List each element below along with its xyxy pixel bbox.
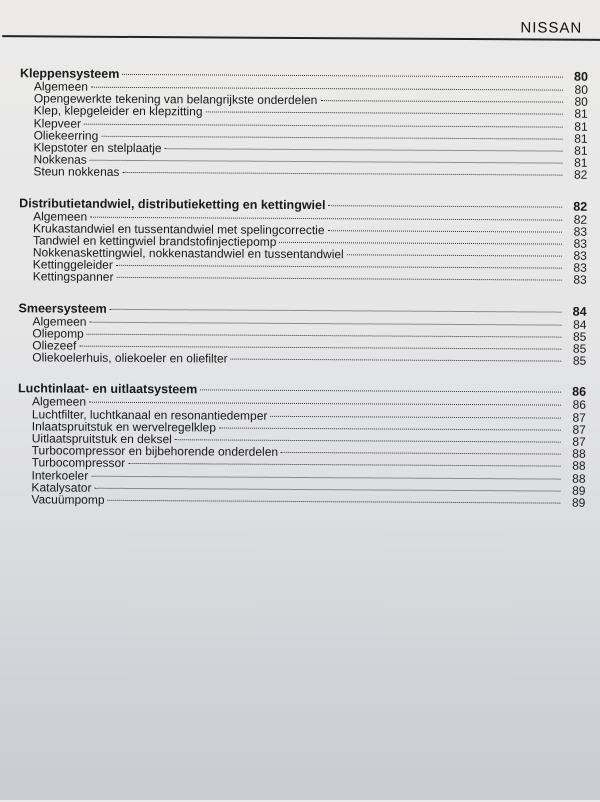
entry-page: 88 [572, 471, 586, 486]
entry-label: Opengewerkte tekening van belangrijkste onderdelen [33, 91, 318, 108]
entry-label: Algemeen [31, 394, 87, 410]
entry-label: Steun nokkenas [33, 164, 120, 180]
entry-page: 83 [573, 248, 587, 263]
entry-page: 81 [574, 143, 588, 158]
dot-leader [200, 390, 561, 393]
dot-leader [281, 452, 561, 455]
dot-leader [91, 475, 560, 479]
dot-leader [328, 230, 563, 232]
toc-section [17, 382, 586, 509]
entry-label: Klepstoter en stelplaatje [33, 140, 162, 156]
entry-label: Interkoeler [31, 467, 89, 483]
section-title: Distributietandwiel, distributieketting en kettingwiel [19, 195, 326, 212]
entry-label: Algemeen [32, 313, 87, 329]
dot-leader [320, 100, 562, 102]
dot-leader [328, 205, 562, 207]
entry-page: 86 [572, 398, 587, 413]
section-page: 86 [572, 385, 587, 400]
dot-leader [91, 87, 563, 91]
entry-label: Klepveer [33, 115, 82, 131]
dot-leader [84, 123, 563, 127]
entry-page: 81 [574, 131, 588, 146]
entry-label: Nokkenaskettingwiel, nokkenastandwiel en tussentandwiel [32, 245, 344, 262]
entry-label: Kettingspanner [32, 269, 114, 285]
entry-page: 81 [574, 119, 588, 134]
entry-label: Tandwiel en kettingwiel brandstofinjectiepomp [32, 233, 277, 249]
toc-section [19, 196, 588, 287]
entry-label: Inlaatspruitstuk en wervelregelklep [31, 419, 216, 435]
dot-leader [108, 500, 561, 504]
entry-page: 83 [573, 273, 587, 288]
dot-leader [116, 265, 562, 269]
toc-entry[interactable] [19, 271, 587, 287]
entry-page: 88 [572, 458, 586, 474]
dot-leader [116, 277, 561, 281]
toc-section [18, 301, 586, 367]
entry-label: Luchtfilter, luchtkanaal en resonantiedemper [31, 406, 268, 423]
dot-leader [206, 112, 563, 115]
entry-page: 81 [574, 155, 588, 170]
entry-page: 85 [572, 341, 587, 356]
entry-page: 83 [573, 224, 588, 239]
entry-label: Kettinggeleider [32, 257, 113, 273]
entry-page: 87 [572, 422, 586, 437]
dot-leader [175, 439, 561, 442]
dot-leader [231, 359, 562, 362]
dot-leader [90, 160, 563, 164]
entry-label: Vacuümpomp [31, 492, 105, 507]
section-title: Kleppensysteem [19, 66, 120, 81]
entry-label: Turbocompressor en bijbehorende onderdelen [31, 443, 279, 459]
entry-label: Katalysator [31, 480, 92, 495]
dot-leader [110, 308, 562, 312]
entry-page: 85 [572, 353, 587, 368]
entry-label: Nokkenas [33, 152, 87, 167]
entry-page: 84 [573, 317, 587, 332]
entry-label: Uitlaatspruitstuk en deksel [31, 431, 172, 447]
dot-leader [347, 254, 562, 256]
toc-entry[interactable] [18, 351, 586, 367]
entry-page: 82 [573, 167, 588, 183]
toc-entry[interactable] [19, 166, 587, 182]
entry-page: 83 [573, 260, 587, 275]
entry-label: Oliepomp [32, 326, 84, 341]
dot-leader [79, 346, 561, 350]
entry-label: Oliekeerring [33, 128, 99, 143]
dot-leader [219, 427, 561, 430]
section-page: 82 [573, 199, 588, 214]
section-title: Luchtinlaat- en uitlaatsysteem [18, 381, 198, 397]
dot-leader [89, 402, 561, 406]
dot-leader [90, 321, 562, 325]
entry-page: 85 [572, 329, 587, 344]
entry-label: Oliezeef [32, 338, 77, 353]
entry-page: 80 [574, 82, 588, 97]
dot-leader [270, 415, 561, 418]
entry-page: 87 [572, 410, 586, 425]
section-page: 80 [574, 69, 589, 84]
entry-label: Algemeen [33, 208, 88, 224]
dot-leader [279, 242, 562, 245]
entry-label: Turbocompressor [31, 455, 126, 471]
section-title: Smeersysteem [18, 300, 107, 316]
dot-leader [94, 487, 560, 491]
entry-page: 81 [574, 107, 588, 122]
entry-page: 83 [573, 236, 588, 251]
toc-section [19, 66, 588, 181]
entry-label: Klep, klepgeleider en klepzitting [33, 103, 203, 119]
dot-leader [122, 172, 562, 176]
dot-leader [122, 74, 563, 78]
dot-leader [87, 334, 562, 338]
entry-page: 88 [572, 446, 586, 461]
section-page: 84 [572, 304, 587, 319]
dot-leader [90, 216, 562, 220]
brand-name: NISSAN [520, 19, 583, 37]
dot-leader [165, 148, 563, 151]
table-of-contents [17, 66, 588, 527]
dot-leader [101, 136, 562, 140]
entry-page: 87 [572, 434, 586, 449]
entry-label: Oliekoelerhuis, oliekoeler en oliefilter [32, 350, 228, 366]
entry-page: 89 [572, 483, 586, 498]
entry-label: Algemeen [33, 79, 88, 94]
entry-page: 89 [571, 495, 586, 510]
entry-page: 82 [573, 212, 588, 227]
entry-page: 80 [574, 94, 588, 109]
entry-label: Krukastandwiel en tussentandwiel met spelingcorrectie [33, 221, 325, 237]
dot-leader [128, 463, 560, 467]
toc-entry[interactable] [17, 493, 585, 509]
